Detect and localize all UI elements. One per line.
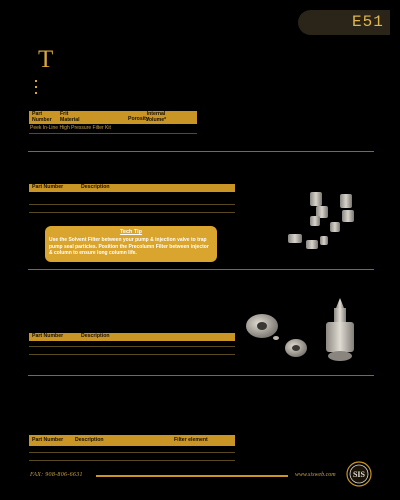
header-description: Description: [81, 184, 110, 190]
header-part-number: Part Number: [32, 437, 64, 443]
section-divider: [28, 375, 374, 376]
header-part-number: Part Number: [32, 184, 64, 190]
header-frit-material: Frit Material: [60, 111, 80, 123]
table-row-line: [29, 133, 197, 134]
filter-kit-table-header: [29, 111, 197, 124]
header-description: Description: [75, 437, 104, 443]
table-row-line: [29, 204, 235, 205]
table-row-line: [29, 460, 235, 461]
bullet-dots: [33, 80, 39, 98]
header-internal-volume: Internal Volume*: [145, 111, 167, 123]
section-initial: T: [38, 46, 54, 73]
footer-website: www.sisweb.com: [295, 472, 336, 478]
tech-tip-box: [45, 226, 217, 262]
filter-table-3-header: [29, 333, 235, 341]
header-part-number: Part Number: [32, 111, 52, 123]
filter-table-4-header: [29, 435, 235, 446]
tech-tip-title: Tech Tip: [119, 229, 143, 235]
tech-tip-body: Use the Solvent Filter between your pump & injection valve to trap pump seal particles. Position the Precolumn Filter between injector & column to ensure long column life.: [49, 237, 209, 257]
filter-fittings-photo: [280, 188, 370, 263]
header-porosity: Porosity: [128, 116, 149, 122]
page-code: E51: [352, 13, 384, 31]
header-description: Description: [81, 333, 110, 339]
table-row-line: [29, 346, 235, 347]
footer-fax: FAX: 908-806-6631: [30, 472, 83, 478]
header-filter-element: Filter element: [174, 437, 208, 443]
table-row-line: [29, 212, 235, 213]
table-row-line: [29, 354, 235, 355]
table-row-description: Peek In-Line High Pressure Filter Kit: [30, 125, 111, 131]
svg-text:SIS: SIS: [352, 470, 366, 479]
header-part-number: Part Number: [32, 333, 64, 339]
section-divider: [28, 269, 374, 270]
filter-housing-photo: [240, 296, 370, 368]
table-row-line: [29, 452, 235, 453]
footer-rule: [96, 475, 288, 477]
sis-logo: [345, 459, 373, 489]
filter-table-2-header: [29, 184, 235, 192]
section-divider: [28, 151, 374, 152]
